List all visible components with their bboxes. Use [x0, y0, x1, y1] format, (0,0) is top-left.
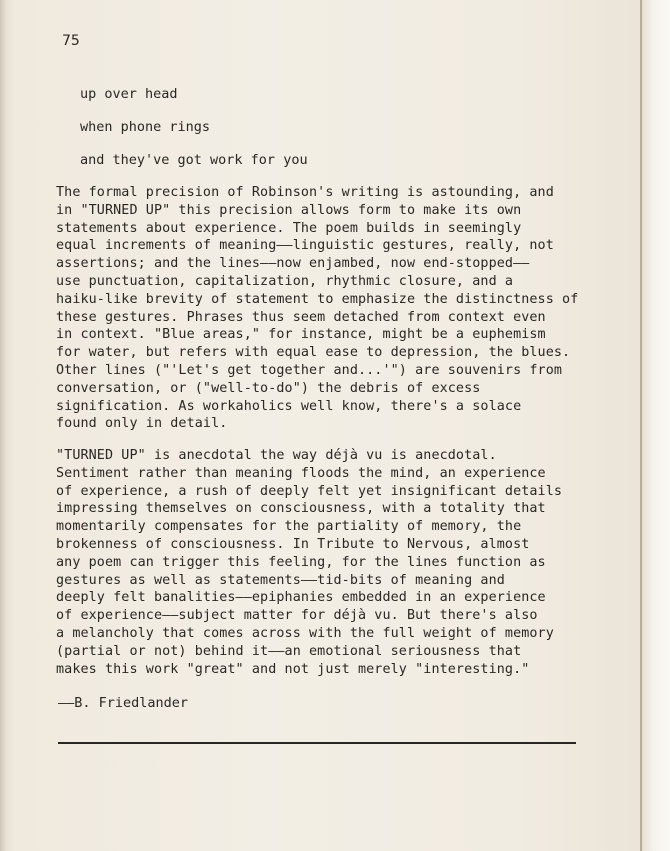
page-edge — [640, 0, 670, 851]
text-line: The formal precision of Robinson's writing is astounding, and — [56, 185, 554, 200]
text-line: Sentiment rather than meaning floods the mind, an experience — [56, 465, 546, 481]
text-line: in "TURNED UP" this precision allows form to make its own — [56, 202, 522, 218]
poem-line: up over head — [80, 86, 178, 102]
text-line: gestures as well as statements——tid-bits of meaning and — [56, 572, 505, 588]
text-line: use punctuation, capitalization, rhythmic closure, and a — [56, 273, 514, 289]
text-line: these gestures. Phrases thus seem detached from context even — [56, 309, 546, 325]
poem-excerpt — [80, 86, 308, 185]
text-line: in context. "Blue areas," for instance, might be a euphemism — [56, 327, 546, 343]
text-line: assertions; and the lines——now enjambed, now end-stopped—— — [56, 256, 530, 272]
paragraph-2 — [56, 447, 576, 678]
text-line: impressing themselves on consciousness, with a totality that — [56, 501, 546, 517]
text-line: equal increments of meaning——linguistic gestures, really, not — [56, 238, 554, 254]
text-line: deeply felt banalities——epiphanies embedded in an experience — [56, 590, 546, 606]
text-line: of experience——subject matter for déjà vu. But there's also — [56, 608, 538, 624]
page-number: 75 — [62, 33, 80, 49]
author-signature: ——B. Friedlander — [58, 695, 189, 711]
text-line: momentarily compensates for the partiality of memory, the — [56, 519, 522, 535]
text-line: conversation, or ("well-to-do") the debris of excess — [56, 380, 481, 396]
text-line: statements about experience. The poem builds in seemingly — [56, 220, 522, 236]
text-line: Other lines ("'Let's get together and...'") are souvenirs from — [56, 362, 563, 378]
text-line: makes this work "great" and not just merely "interesting." — [56, 661, 530, 677]
text-line: found only in detail. — [56, 416, 228, 432]
text-line: a melancholy that comes across with the full weight of memory — [56, 625, 554, 641]
text-line: any poem can trigger this feeling, for the lines function as — [56, 554, 546, 570]
poem-line: when phone rings — [80, 119, 211, 135]
text-line: haiku-like brevity of statement to emphasize the distinctness of — [56, 291, 579, 307]
text-line: signification. As workaholics well know, there's a solace — [56, 398, 522, 414]
text-line: brokenness of consciousness. In Tribute to Nervous, almost — [56, 536, 530, 552]
poem-line: and they've got work for you — [80, 152, 308, 168]
horizontal-rule — [58, 742, 576, 744]
paragraph-1 — [56, 184, 579, 433]
text-line: of experience, a rush of deeply felt yet insignificant details — [56, 483, 563, 499]
text-line: for water, but refers with equal ease to depression, the blues. — [56, 345, 571, 361]
text-line: "TURNED UP" is anecdotal the way déjà vu is anecdotal. — [56, 448, 497, 463]
text-line: (partial or not) behind it——an emotional seriousness that — [56, 643, 522, 659]
